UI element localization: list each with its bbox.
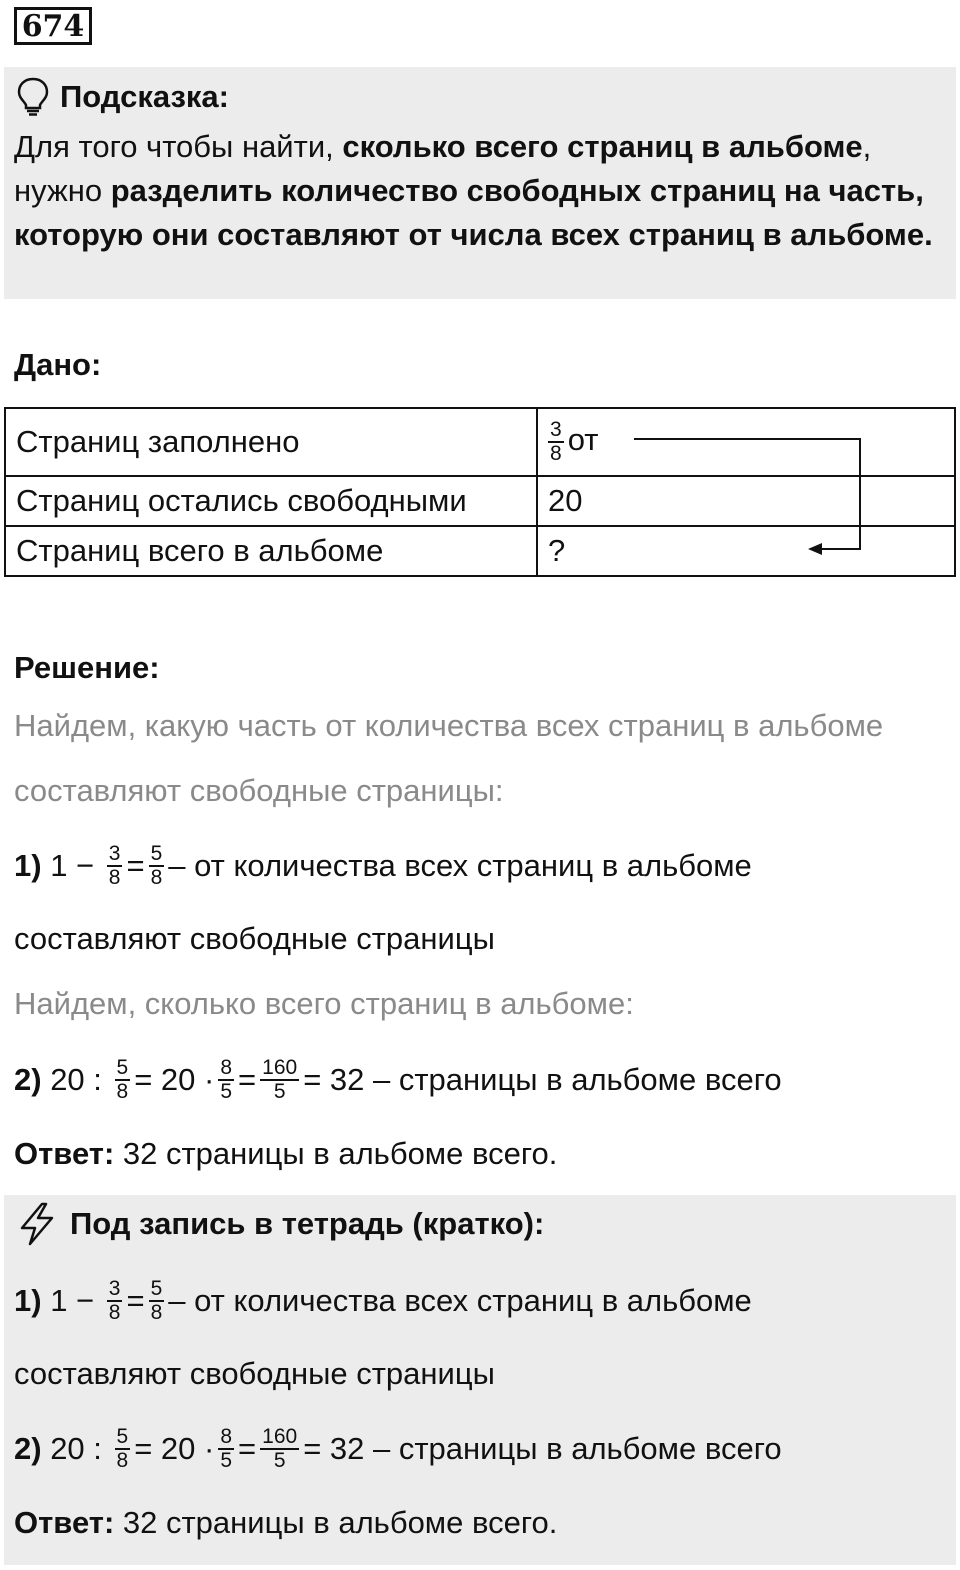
summary-answer: Ответ: 32 страницы в альбоме всего. (14, 1505, 558, 1540)
given-title: Дано: (14, 347, 102, 382)
summary-step-1-cont: составляют свободные страницы (14, 1356, 495, 1391)
lightbulb-icon (16, 76, 50, 121)
given-value: ? (537, 526, 955, 576)
summary-title: Под запись в тетрадь (кратко): (70, 1206, 545, 1241)
given-value: 20 (537, 476, 955, 526)
solution-answer: Ответ: 32 страницы в альбоме всего. (14, 1136, 558, 1171)
solution-step-1-cont: составляют свободные страницы (14, 921, 495, 956)
given-label: Страниц заполнено (5, 408, 537, 476)
summary-step-1: 1) 1 − $\frac{3}{8}$ = $\frac{5}{8}$ – от количества всех страниц в альбоме (14, 1277, 752, 1324)
solution-title: Решение: (14, 650, 160, 685)
hint-line-1: Для того чтобы найти, сколько всего страниц в альбоме, (14, 129, 872, 164)
solution-note-2: Найдем, сколько всего страниц в альбоме: (14, 986, 634, 1021)
arrow-connector (600, 420, 880, 570)
solution-step-1: 1) 1 − $\frac{3}{8}$ = $\frac{5}{8}$ – от количества всех страниц в альбоме (14, 842, 752, 889)
hint-title: Подсказка: (60, 79, 229, 114)
given-label: Страниц остались свободными (5, 476, 537, 526)
given-label: Страниц всего в альбоме (5, 526, 537, 576)
lightning-icon (16, 1202, 58, 1251)
solution-step-2: 2) 20 : $\frac{5}{8}$ = 20 · $\frac{8}{5}$ = $\frac{160}{5}$ = 32 – страницы в альбоме всего (14, 1056, 782, 1103)
hint-line-2: нужно разделить количество свободных страниц на часть, (14, 173, 924, 208)
solution-note-1: Найдем, какую часть от количества всех страниц в альбоме (14, 708, 884, 743)
problem-number: 674 (14, 7, 92, 45)
given-value: $\frac{3}{8}$ от (537, 408, 955, 476)
summary-step-2: 2) 20 : $\frac{5}{8}$ = 20 · $\frac{8}{5}$ = $\frac{160}{5}$ = 32 – страницы в альбоме всего (14, 1425, 782, 1472)
solution-note-1-cont: составляют свободные страницы: (14, 773, 504, 808)
hint-line-3: которую они составляют от числа всех страниц в альбоме. (14, 217, 933, 252)
